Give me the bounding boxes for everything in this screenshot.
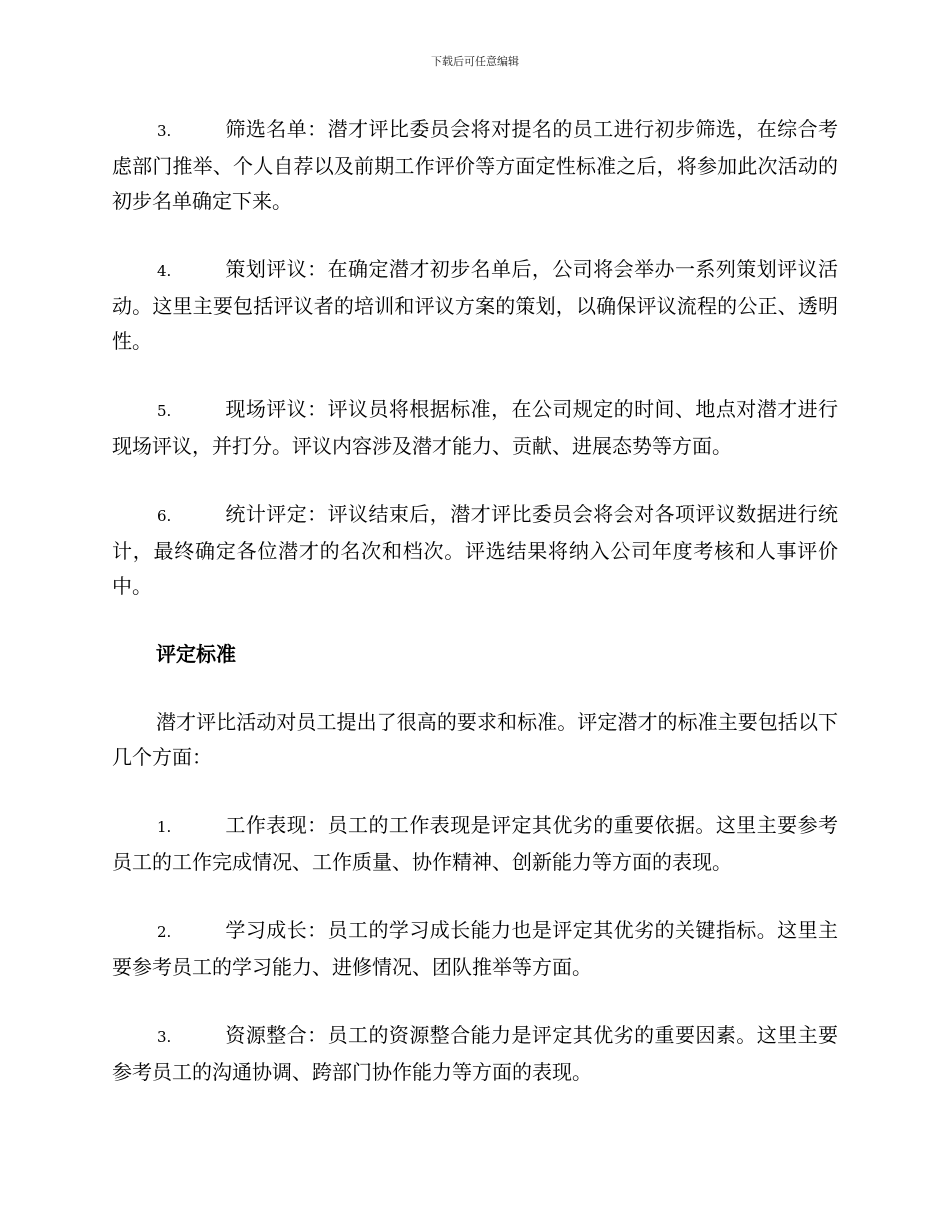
list-number: 1. xyxy=(157,818,172,836)
list-text: 现场评议：评议员将根据标准，在公司规定的时间、地点对潜才进行现场评议，并打分。评议内容涉及潜才能力、贡献、进展态势等方面。 xyxy=(112,397,838,458)
criteria-item xyxy=(112,913,838,985)
list-text: 工作表现：员工的工作表现是评定其优劣的重要依据。这里主要参考员工的工作完成情况、工作质量、协作精神、创新能力等方面的表现。 xyxy=(112,813,838,874)
list-number: 3. xyxy=(157,122,172,140)
step-item xyxy=(112,392,838,464)
document-body xyxy=(112,112,838,1123)
list-text: 统计评定：评议结束后，潜才评比委员会将会对各项评议数据进行统计，最终确定各位潜才的名次和档次。评选结果将纳入公司年度考核和人事评价中。 xyxy=(112,502,838,598)
list-text: 策划评议：在确定潜才初步名单后，公司将会举办一系列策划评议活动。这里主要包括评议者的培训和评议方案的策划，以确保评议流程的公正、透明性。 xyxy=(112,257,838,353)
list-number: 3. xyxy=(157,1028,172,1046)
list-text: 筛选名单：潜才评比委员会将对提名的员工进行初步筛选，在综合考虑部门推举、个人自荐以及前期工作评价等方面定性标准之后，将参加此次活动的初步名单确定下来。 xyxy=(112,117,838,213)
step-item xyxy=(112,497,838,604)
page-header: 下载后可任意编辑 xyxy=(431,55,519,68)
list-number: 6. xyxy=(157,507,172,525)
list-number: 2. xyxy=(157,923,172,941)
section-heading: 评定标准 xyxy=(156,642,236,666)
list-number: 5. xyxy=(157,402,172,420)
step-item xyxy=(112,112,838,219)
list-text: 学习成长：员工的学习成长能力也是评定其优劣的关键指标。这里主要参考员工的学习能力、进修情况、团队推举等方面。 xyxy=(112,918,838,979)
list-text: 资源整合：员工的资源整合能力是评定其优劣的重要因素。这里主要参考员工的沟通协调、跨部门协作能力等方面的表现。 xyxy=(112,1023,838,1084)
section-intro: 潜才评比活动对员工提出了很高的要求和标准。评定潜才的标准主要包括以下几个方面： xyxy=(112,710,838,769)
criteria-item xyxy=(112,1018,838,1090)
step-item xyxy=(112,252,838,359)
criteria-item xyxy=(112,808,838,880)
list-number: 4. xyxy=(157,262,172,280)
